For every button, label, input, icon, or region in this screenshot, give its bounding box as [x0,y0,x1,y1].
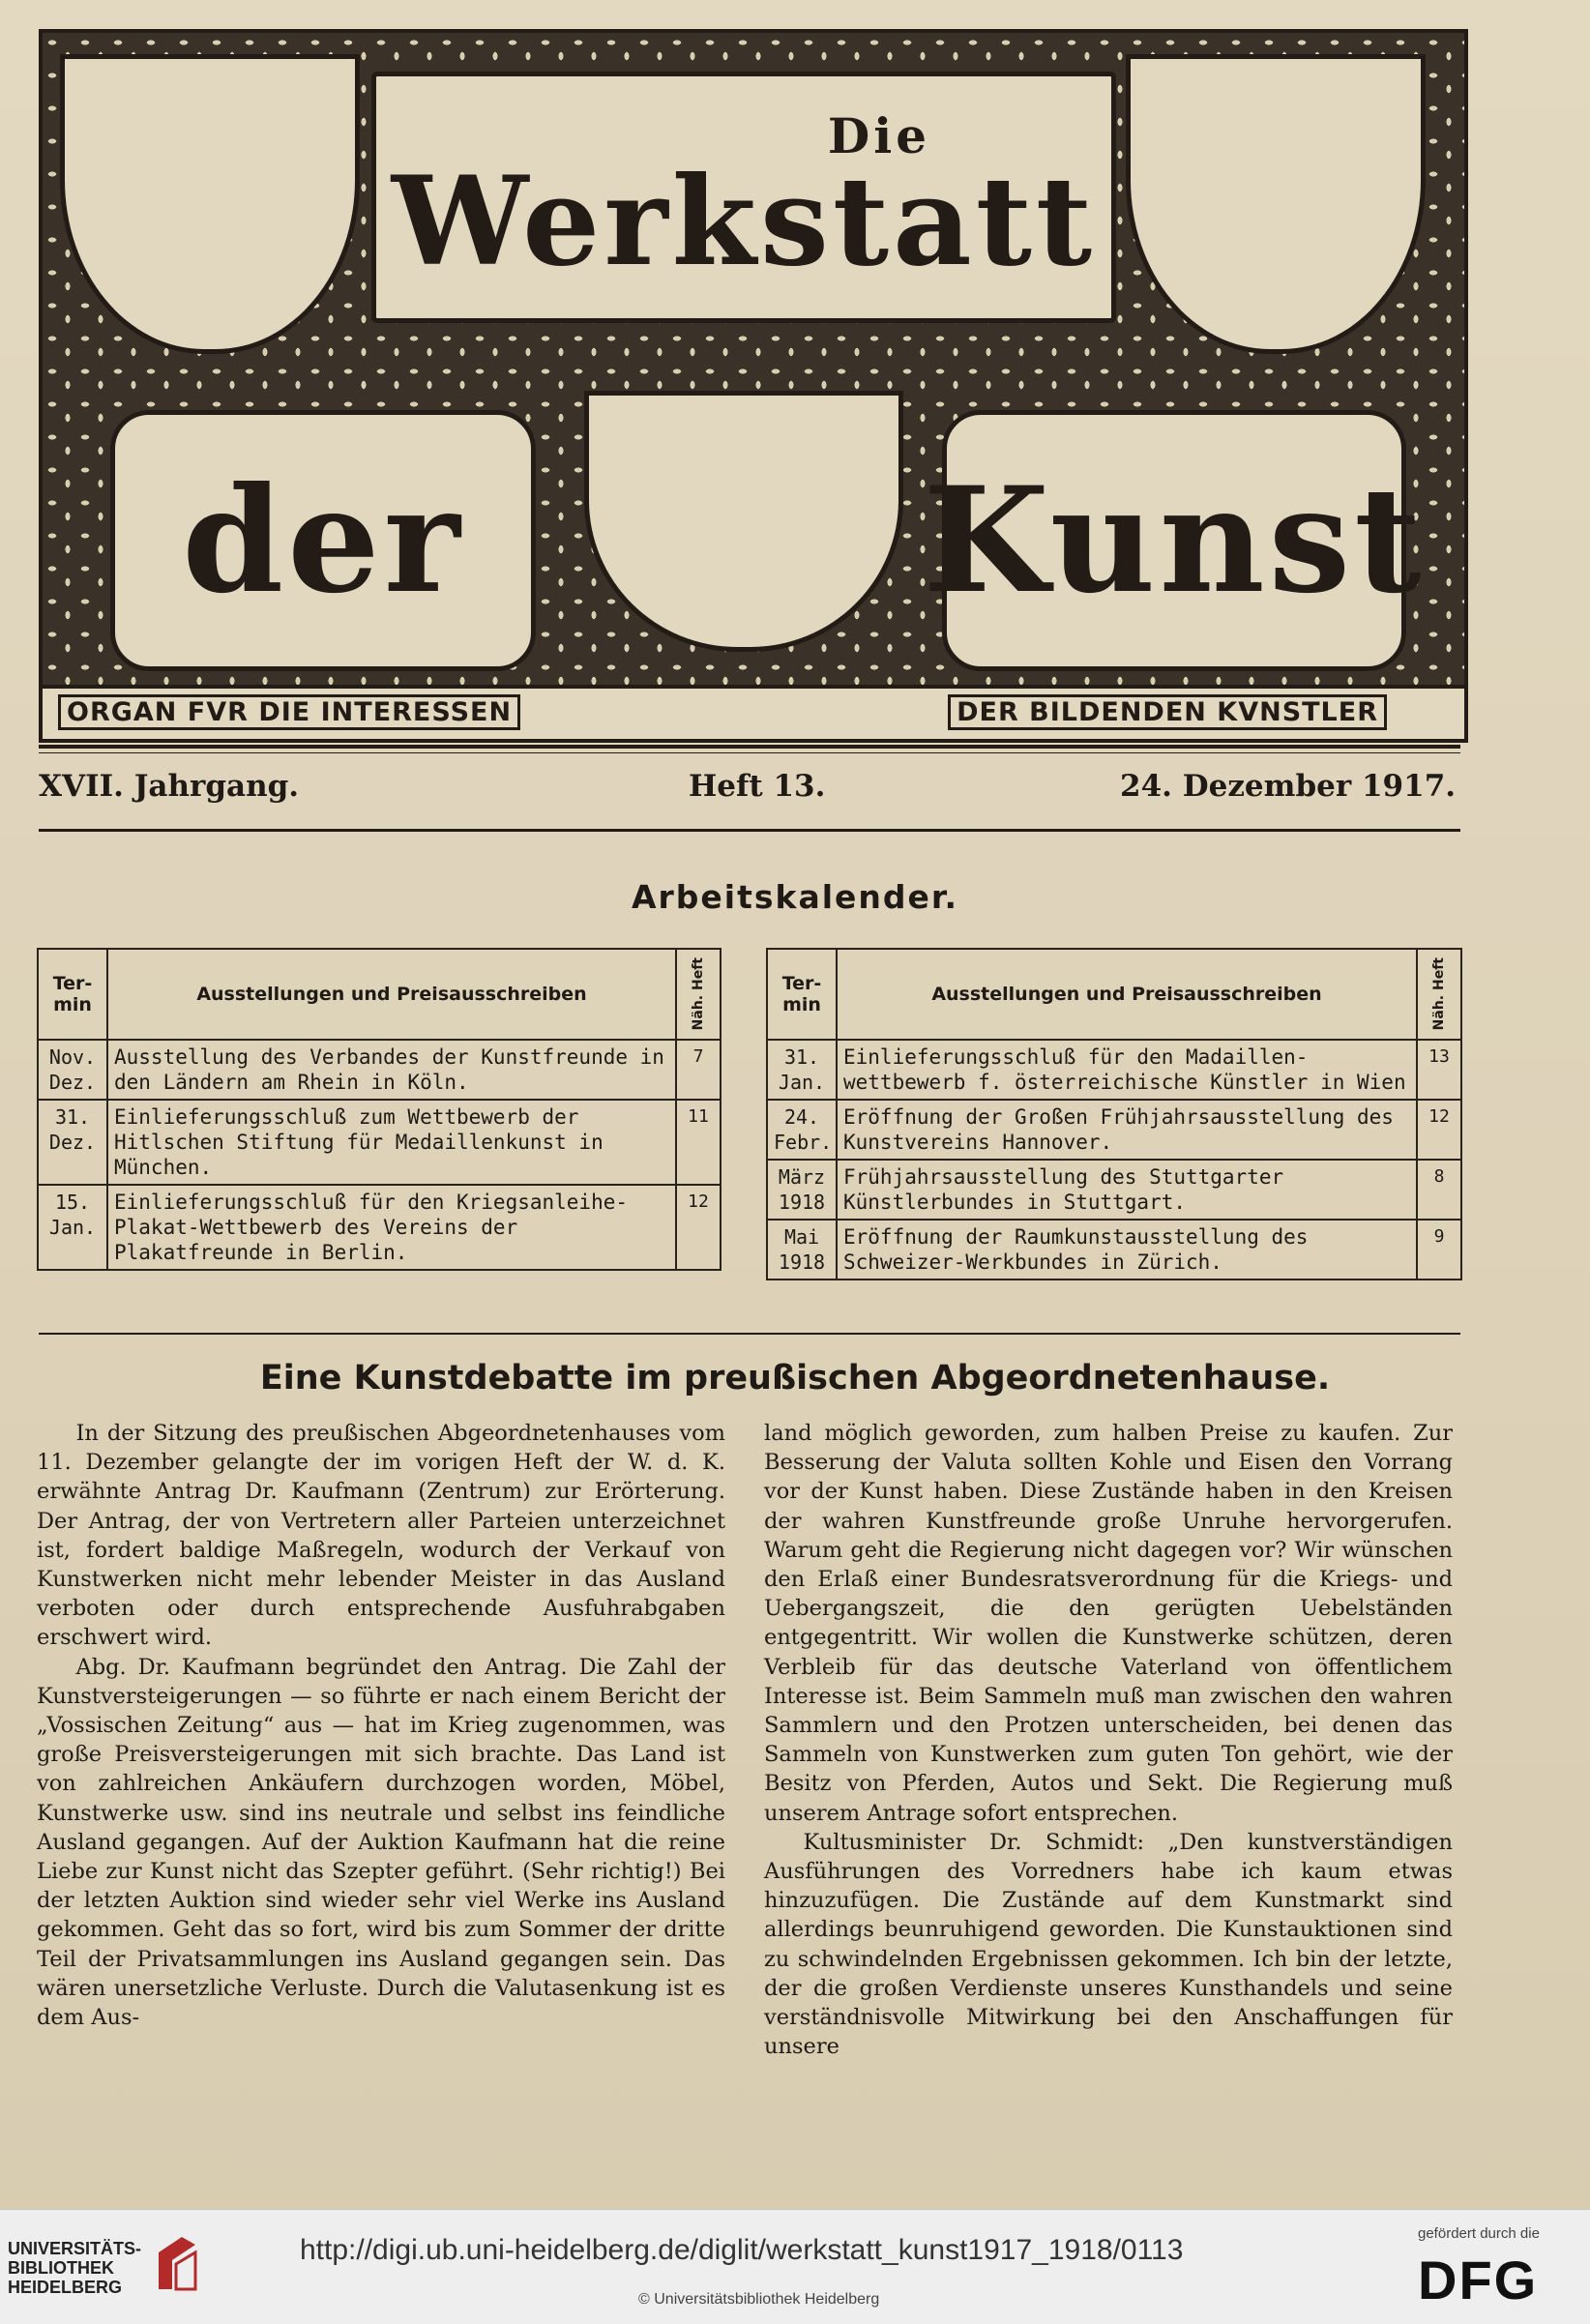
issue-number: Heft 13. [689,769,826,804]
organ-bar [43,685,1464,739]
library-logo-icon [153,2231,201,2295]
article-title: Eine Kunstdebatte im preußischen Abgeordnetenhause. [259,1359,1331,1397]
calendar-heading: Arbeitskalender. [631,878,959,916]
der-banner [110,410,536,671]
row-date: März 1918 [767,1160,837,1220]
calendar-header-row [767,949,1461,1040]
article-paragraph: land möglich geworden, zum halben Preise zu kaufen. Zur Besserung der Valuta sollten Kohle und Eisen den Vorrang vor der Kunst haben. Diese Zustände haben in den Kreisen der wahren Kunstfreunde große Unruhe hervorgerufen. Warum geht die Regierung nicht dagegen vor? Wir wünschen den Erlaß einer Bundesratsverordnung für die Kriegs- und Uebergangszeit, die den gerügten Uebelständen entgegentritt. Wir wollen die Kunstwerke schützen, deren Verbleib für das deutsche Vaterland von öffentlichem Interesse ist. Beim Sammeln muß man zwischen den wahren Sammlern und den Protzen unterscheiden, bei denen das Sammeln von Kunstwerken zum guten Ton gehört, wie der Besitz von Pferden, Autos und Sekt. Die Regierung muß unserem Antrage sofort entsprechen. [764,1421,1453,1826]
row-date: 15. Jan. [38,1185,107,1270]
library-name-line: UNIVERSITÄTS- [8,2239,142,2258]
row-heft: 12 [1417,1100,1461,1160]
copyright-text: © Universitätsbibliothek Heidelberg [638,2291,880,2308]
masthead-shield-right [1126,54,1426,354]
organ-text-right: DER BILDENDEN KVNSTLER [948,694,1387,730]
table-row [38,1185,721,1270]
row-text: Einlieferungsschluß für den Kriegsanleihe-Plakat-Wettbewerb des Vereins der Plakatfreunde in Berlin. [107,1185,676,1270]
col-heft-label: Näh. Heft [1431,957,1447,1031]
article-paragraph: In der Sitzung des preußischen Abgeordnetenhauses vom 11. Dezember gelangte der im vorigen Heft der W. d. K. erwähnte Antrag Dr. Kaufmann (Zentrum) zur Erörterung. Der Antrag, der von Vertretern aller Parteien unterzeichnet ist, fordert baldige Maßregeln, wodurch der Verkauf von Kunstwerken nicht mehr lebender Meister in das Ausland verboten oder durch entsprechende Ausfuhrabgaben erschwert wird. [37,1421,725,1651]
title-banner [371,72,1116,323]
row-heft: 12 [676,1185,721,1270]
rule-issue [39,829,1460,832]
row-heft: 9 [1417,1220,1461,1280]
library-name-line: HEIDELBERG [8,2278,123,2297]
issue-date: 24. Dezember 1917. [1120,769,1457,804]
row-date: 24. Febr. [767,1100,837,1160]
masthead [39,29,1468,743]
row-date: Mai 1918 [767,1220,837,1280]
row-text: Ausstellung des Verbandes der Kunstfreunde in den Ländern am Rhein in Köln. [107,1040,676,1100]
table-row [38,1100,721,1185]
title-die: Die [827,107,931,164]
rule-top-thin [39,752,1460,753]
row-text: Frühjahrsausstellung des Stuttgarter Künstlerbundes in Stuttgart. [837,1160,1417,1220]
col-termin: Ter-min [38,949,107,1040]
organ-text-left: ORGAN FVR DIE INTERESSEN [58,694,520,730]
masthead-shield-left [60,54,360,354]
col-termin: Ter-min [767,949,837,1040]
calendar-table-right [766,948,1462,1280]
article-column-left [37,1419,725,2032]
source-url-link[interactable]: http://digi.ub.uni-heidelberg.de/diglit/werkstatt_kunst1917_1918/0113 [300,2234,1184,2266]
rule-article [39,1333,1460,1335]
title-der: der [182,456,464,626]
col-description: Ausstellungen und Preisausschreiben [107,949,676,1040]
footer-bar [0,2209,1590,2324]
article-paragraph: Abg. Dr. Kaufmann begründet den Antrag. Die Zahl der Kunstversteigerungen — so führte er nach einem Bericht der „Vossischen Zeitung“ aus — hat im Krieg zugenommen, was große Preisversteigerungen mit sich brachte. Das Land ist von zahlreichen Ankäufern durchzogen worden, Möbel, Kunstwerke usw. sind ins neutrale und selbst ins feindliche Ausland gegangen. Auf der Auktion Kaufmann hat die reine Liebe zur Kunst nicht das Szepter geführt. (Sehr richtig!) Bei der letzten Auktion sind wieder sehr viel Werke ins Ausland gekommen. Geht das so fort, wird bis zum Sommer der dritte Teil der Privatsammlungen ins Ausland gegangen sein. Das wären unersetzliche Verluste. Durch die Valutasenkung ist es dem Aus- [37,1654,725,2031]
table-row [767,1100,1461,1160]
row-date: Nov. Dez. [38,1040,107,1100]
issue-volume: XVII. Jahrgang. [39,769,300,804]
rule-top [39,745,1460,749]
row-heft: 11 [676,1100,721,1185]
col-heft [676,949,721,1040]
table-row [38,1040,721,1100]
title-werkstatt: Werkstatt [391,150,1097,293]
row-heft: 8 [1417,1160,1461,1220]
row-text: Eröffnung der Raumkunstausstellung des Schweizer-Werkbundes in Zürich. [837,1220,1417,1280]
calendar-table-left [37,948,721,1271]
col-description: Ausstellungen und Preisausschreiben [837,949,1417,1040]
row-text: Einlieferungsschluß für den Madaillen-wettbewerb f. österreichische Künstler in Wien [837,1040,1417,1100]
dfg-logo: DFG [1418,2250,1539,2310]
row-heft: 13 [1417,1040,1461,1100]
row-date: 31. Dez. [38,1100,107,1185]
table-row [767,1220,1461,1280]
article-paragraph: Kultusminister Dr. Schmidt: „Den kunstverständigen Ausführungen des Vorredners habe ich kaum etwas hinzuzufügen. Die Zustände auf dem Kunstmarkt sind allerdings beunruhigend geworden. Die Kunstauktionen sind zu schwindelnden Ergebnissen gekommen. Ich bin der letzte, der die großen Verdienste unseres Kunsthandels und seine verständnisvolle Mitwirkung bei den Anschaffungen für unsere [764,1829,1453,2060]
library-name-line: BIBLIOTHEK [8,2258,114,2278]
row-date: 31. Jan. [767,1040,837,1100]
col-heft [1417,949,1461,1040]
col-heft-label: Näh. Heft [691,957,706,1031]
row-heft: 7 [676,1040,721,1100]
row-text: Eröffnung der Großen Frühjahrsausstellung des Kunstvereins Hannover. [837,1100,1417,1160]
row-text: Einlieferungsschluß zum Wettbewerb der Hitlschen Stiftung für Medaillenkunst in München. [107,1100,676,1185]
table-row [767,1160,1461,1220]
kunst-banner [923,410,1426,671]
calendar-header-row [38,949,721,1040]
title-kunst: Kunst [923,456,1426,626]
article-column-right [764,1419,1453,2061]
masthead-shield-center [584,391,903,652]
funded-by-text: gefördert durch die [1418,2225,1540,2242]
table-row [767,1040,1461,1100]
library-name [8,2239,141,2297]
